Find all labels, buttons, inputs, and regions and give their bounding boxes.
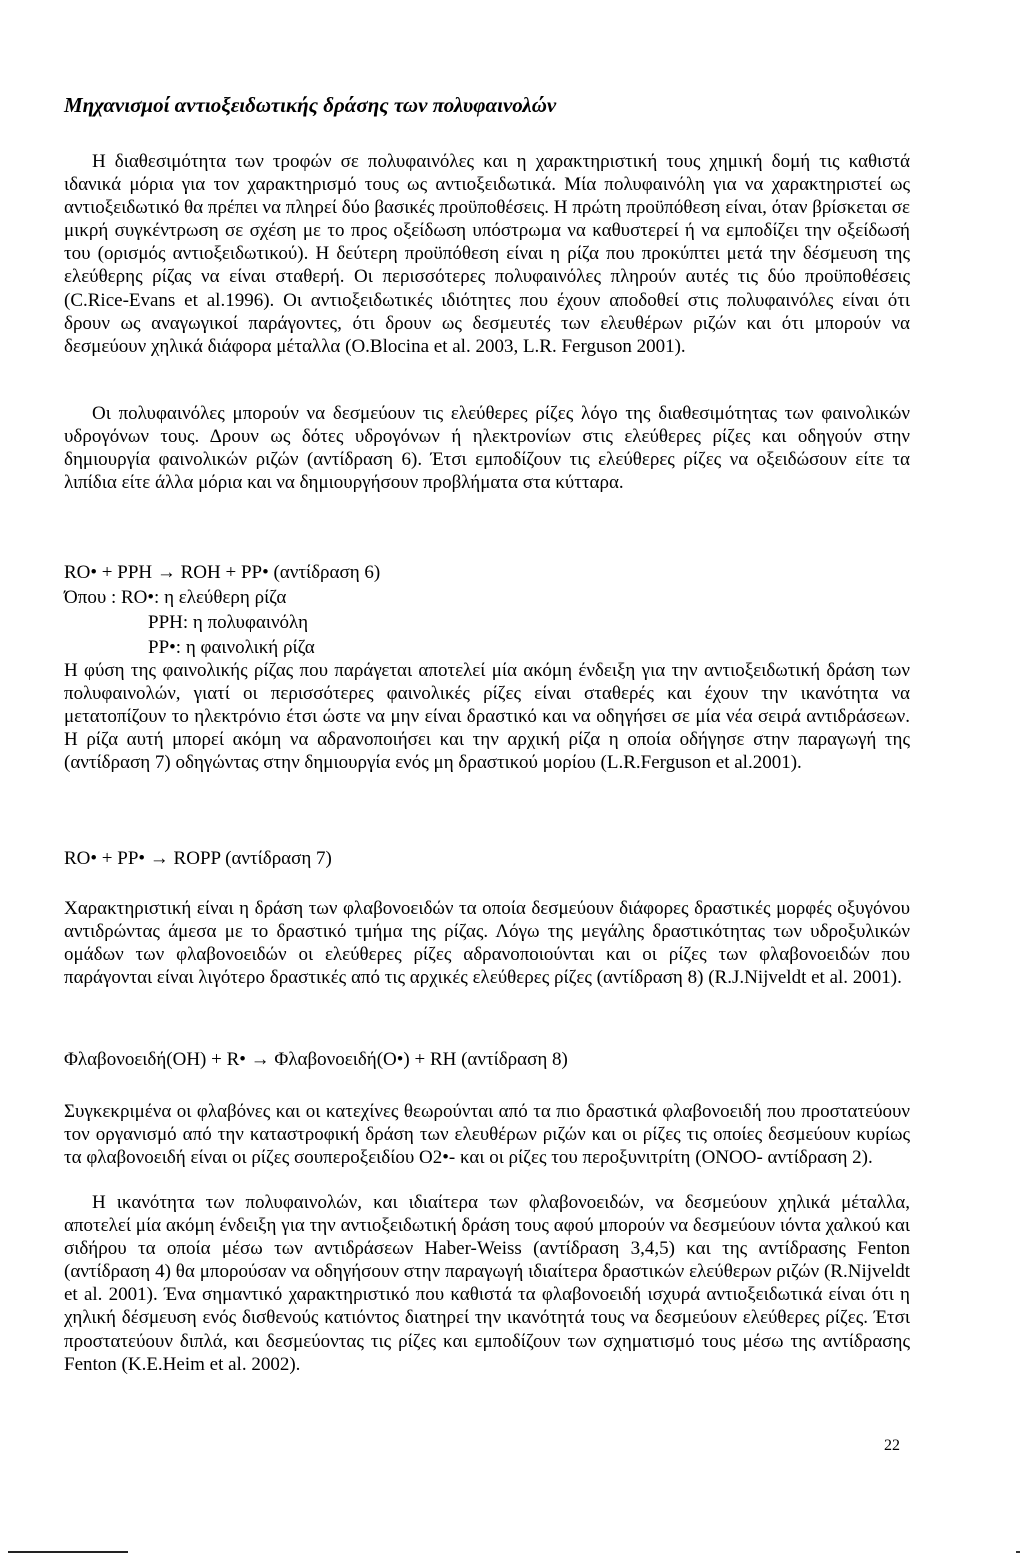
paragraph-availability: Η διαθεσιμότητα των τροφών σε πολυφαινόλες και η χαρακτηριστική τους χημική δομή τις καθιστά ιδανικά μόρια για τον χαρακτηρισμό τους ως αντιοξειδωτικά. Μία πολυφαινόλη για να χαρακτηριστεί ως αντιοξειδωτικό θα πρέπει να πληρεί δύο βασικές προϋποθέσεις. Η πρώτη προϋπόθεση είναι, όταν βρίσκεται σε μικρή συγκέντρωση σε σχέση με το προς οξείδωση υπόστρωμα να καθυστερεί ή να εμποδίζει την οξείδωσή του (ορισμός αντιοξειδωτικού). Η δεύτερη προϋπόθεση είναι η ρίζα που προκύπτει μετά την δέσμευση της ελεύθερης ρίζας να είναι σταθερή. Οι περισσότερες πολυφαινόλες πληρούν αυτές τις δύο προϋποθέσεις (C.Rice-Evans et al.1996). Οι αντιοξειδωτικές ιδιότητες που έχουν αποδοθεί στις πολυφαινόλες είναι ότι δρουν ως αναγωγικοί παράγοντες, ότι δρουν ως δεσμευτές των ελευθέρων ριζών και ότι μπορούν να δεσμεύουν χηλικά διάφορα μέταλλα (O.Blocina et al. 2003, L.R. Ferguson 2001). [64, 151, 910, 357]
reaction-6-definition-pph: PPH: η πολυφαινόλη [148, 612, 309, 633]
paragraph-flavonoids: Χαρακτηριστική είναι η δράση των φλαβονοειδών τα οποία δεσμεύουν διάφορες δραστικές μορφές οξυγόνου αντιδρώντας άμεσα με το δραστικό τμήμα της ρίζας. Λόγω της μεγάλης δραστικότητας των υδροξυλικών ομάδων των φλαβονοειδών οι ελεύθερες ρίζες αδρανοποιούνται και οι ρίζες των φλαβονοειδών που παράγονται είναι λιγότερο δραστικές από τις αρχικές ελεύθερες ρίζες (αντίδραση 8) (R.J.Nijveldt et al. 2001). [64, 898, 910, 989]
reaction-6-definition-ro: Όπου : RO•: η ελεύθερη ρίζα [64, 587, 287, 608]
paragraph-free-radicals: Οι πολυφαινόλες μπορούν να δεσμεύουν τις ελεύθερες ρίζες λόγο της διαθεσιμότητας των φαινολικών υδρογόνων τους. Δρουν ως δότες υδρογόνων ή ηλεκτρονίων στις ελεύθερες ρίζες και οδηγούν στην δημιουργία φαινολικών ριζών (αντίδραση 6). Έτσι εμποδίζουν τις ελεύθερες ρίζες να οξειδώσουν είτε τα λιπίδια είτε άλλα μόρια και να δημιουργήσουν προβλήματα στα κύτταρα. [64, 403, 910, 494]
scan-edge-mark [8, 1551, 128, 1553]
reaction-7-equation: RO• + PP• → ROPP (αντίδραση 7) [64, 848, 332, 869]
paragraph-flavones-catechins: Συγκεκριμένα οι φλαβόνες και οι κατεχίνες θεωρούνται από τα πιο δραστικά φλαβονοειδή που προστατεύουν τον οργανισμό από την καταστροφική δράση των ελευθέρων ριζών και οι ρίζες τις οποίες δεσμεύουν κυρίως τα φλαβονοειδή είναι οι ρίζες σουπεροξειδίου O2•- και οι ρίζες του περοξυνιτρίτη (ONOO- αντίδραση 2). [64, 1101, 910, 1169]
page-number: 22 [884, 1437, 900, 1454]
paragraph-metal-chelation: Η ικανότητα των πολυφαινολών, και ιδιαίτερα των φλαβονοειδών, να δεσμεύουν χηλικά μέταλλα, αποτελεί μία ακόμη ένδειξη για την αντιοξειδωτική δράση τους αφού μπορούν να δεσμεύουν ιόντα χαλκού και σιδήρου τα οποία μέσω των αντιδράσεων Haber-Weiss (αντίδραση 3,4,5) και της αντίδρασης Fenton (αντίδραση 4) θα μπορούσαν να οδηγήσουν στην παραγωγή ιδιαίτερα δραστικών ελεύθερων ριζών (R.Nijveldt et al. 2001). Ένα σημαντικό χαρακτηριστικό που καθιστά τα φλαβονοειδή ισχυρά αντιοξειδωτικά είναι ότι η χηλική δέσμευση ενός δισθενούς κατιόντος διατηρεί την ικανότητά τους να δεσμεύουν ελεύθερες ρίζες. Έτσι προστατεύουν διπλά, και δεσμεύοντας τις ρίζες και εμποδίζουν των σχηματισμό τους μέσω της αντίδρασης Fenton (K.E.Heim et al. 2002). [64, 1192, 910, 1375]
scan-corner-mark [1016, 1551, 1020, 1553]
reaction-8-equation: Φλαβονοειδή(OH) + R• → Φλαβονοειδή(O•) + RH (αντίδραση 8) [64, 1049, 568, 1070]
paragraph-phenolic-radical: Η φύση της φαινολικής ρίζας που παράγεται αποτελεί μία ακόμη ένδειξη για την αντιοξειδωτική δράση των πολυφαινολών, γιατί οι περισσότερες φαινολικές ρίζες είναι σταθερές και έχουν την ικανότητα να μετατοπίζουν το ηλεκτρόνιο έτσι ώστε να μην είναι δραστικό και να οδηγήσει σε μία νέα σειρά αντιδράσεων. Η ρίζα αυτή μπορεί ακόμη να αδρανοποιήσει και την αρχική ρίζα η οποία οδήγησε στην παραγωγή της (αντίδραση 7) οδηγώντας στην δημιουργία ενός μη δραστικού μορίου (L.R.Ferguson et al.2001). [64, 660, 910, 774]
reaction-6-definition-pp: PP•: η φαινολική ρίζα [148, 637, 315, 658]
reaction-6-equation: RO• + PPH → ROH + PP• (αντίδραση 6) [64, 562, 381, 583]
section-heading: Μηχανισμοί αντιοξειδωτικής δράσης των πολυφαινολών [64, 93, 557, 117]
